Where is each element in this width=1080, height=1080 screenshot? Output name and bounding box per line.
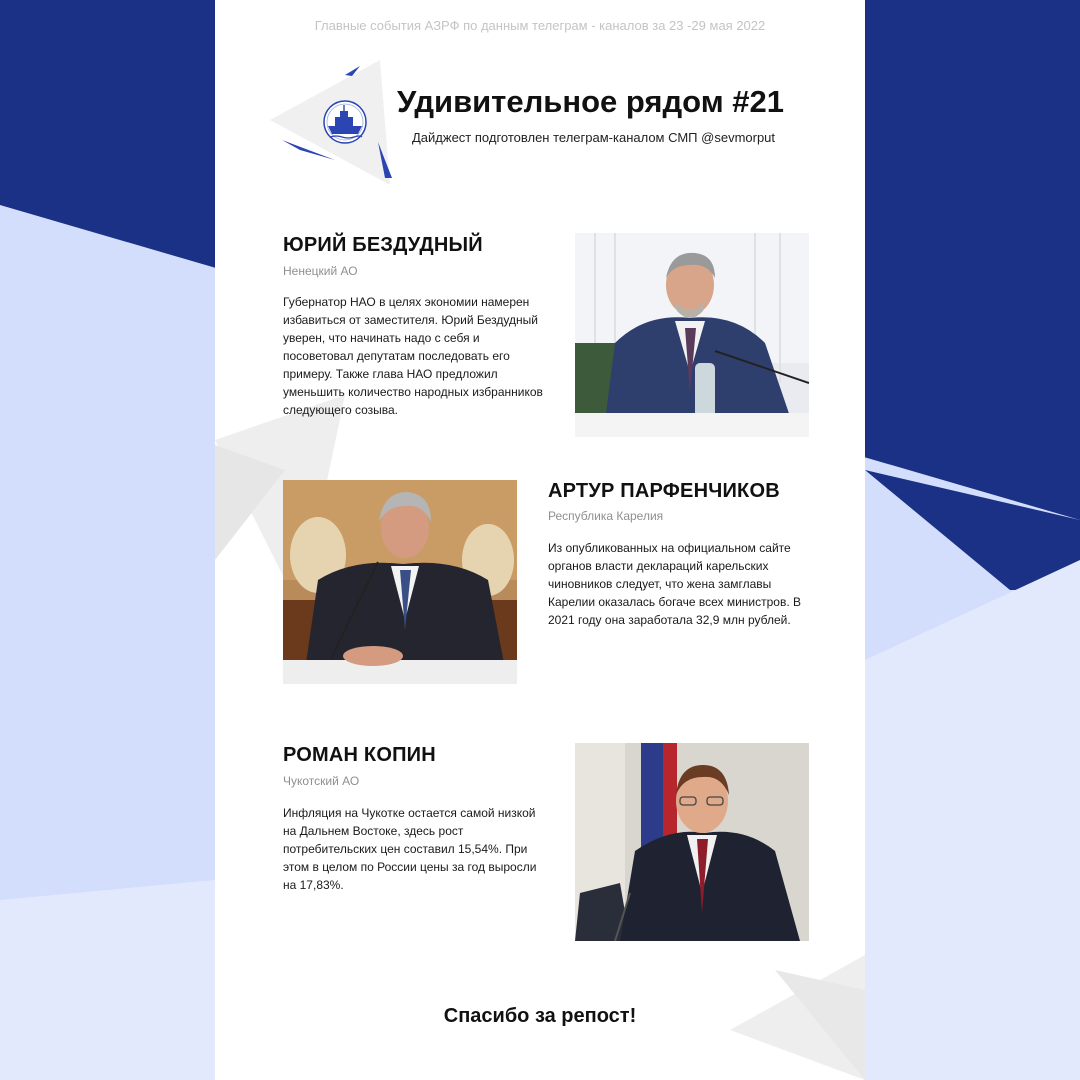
person-name-2: АРТУР ПАРФЕНЧИКОВ [548,480,780,502]
person-description-2: Из опубликованных на официальном сайте органов власти деклараций карельских чиновников следует, что жена замглавы Карелии оказалась богаче всех министров. В 2021 году она заработала 32,9 млн рублей. [548,541,802,627]
person-region-3: Чукотский АО [283,774,360,788]
page-title: Удивительное рядом #21 [397,84,784,119]
person-region-2: Республика Карелия [548,509,664,523]
person-photo-3 [575,743,809,941]
person-name-3: РОМАН КОПИН [283,744,436,766]
top-caption: Главные события АЗРФ по данным телеграм - каналов за 23 -29 мая 2022 [314,18,766,33]
person-region-1: Ненецкий АО [283,264,358,278]
page-subtitle: Дайджест подготовлен телеграм-каналом СМП @sevmorput [412,130,776,145]
thanks-message: Спасибо за репост! [443,1005,637,1027]
digest-card [215,0,865,1080]
person-name-1: ЮРИЙ БЕЗДУДНЫЙ [283,234,483,256]
person-description-3: Инфляция на Чукотке остается самой низкой на Дальнем Востоке, здесь рост потребительских цен составил 15,54%. При этом в целом по России цены за год выросли на 17,83%. [283,806,537,892]
icebreaker-ship-icon [324,101,366,143]
person-photo-1 [575,233,809,437]
person-description-1: Губернатор НАО в целях экономии намерен избавиться от заместителя. Юрий Бездудный уверен, что начинать надо с себя и посоветовал депутатам последовать его примеру. Также глава НАО предложил уменьшить количество народных избранников следующего созыва. [283,295,543,417]
logo [270,60,400,190]
person-photo-2 [283,480,517,684]
